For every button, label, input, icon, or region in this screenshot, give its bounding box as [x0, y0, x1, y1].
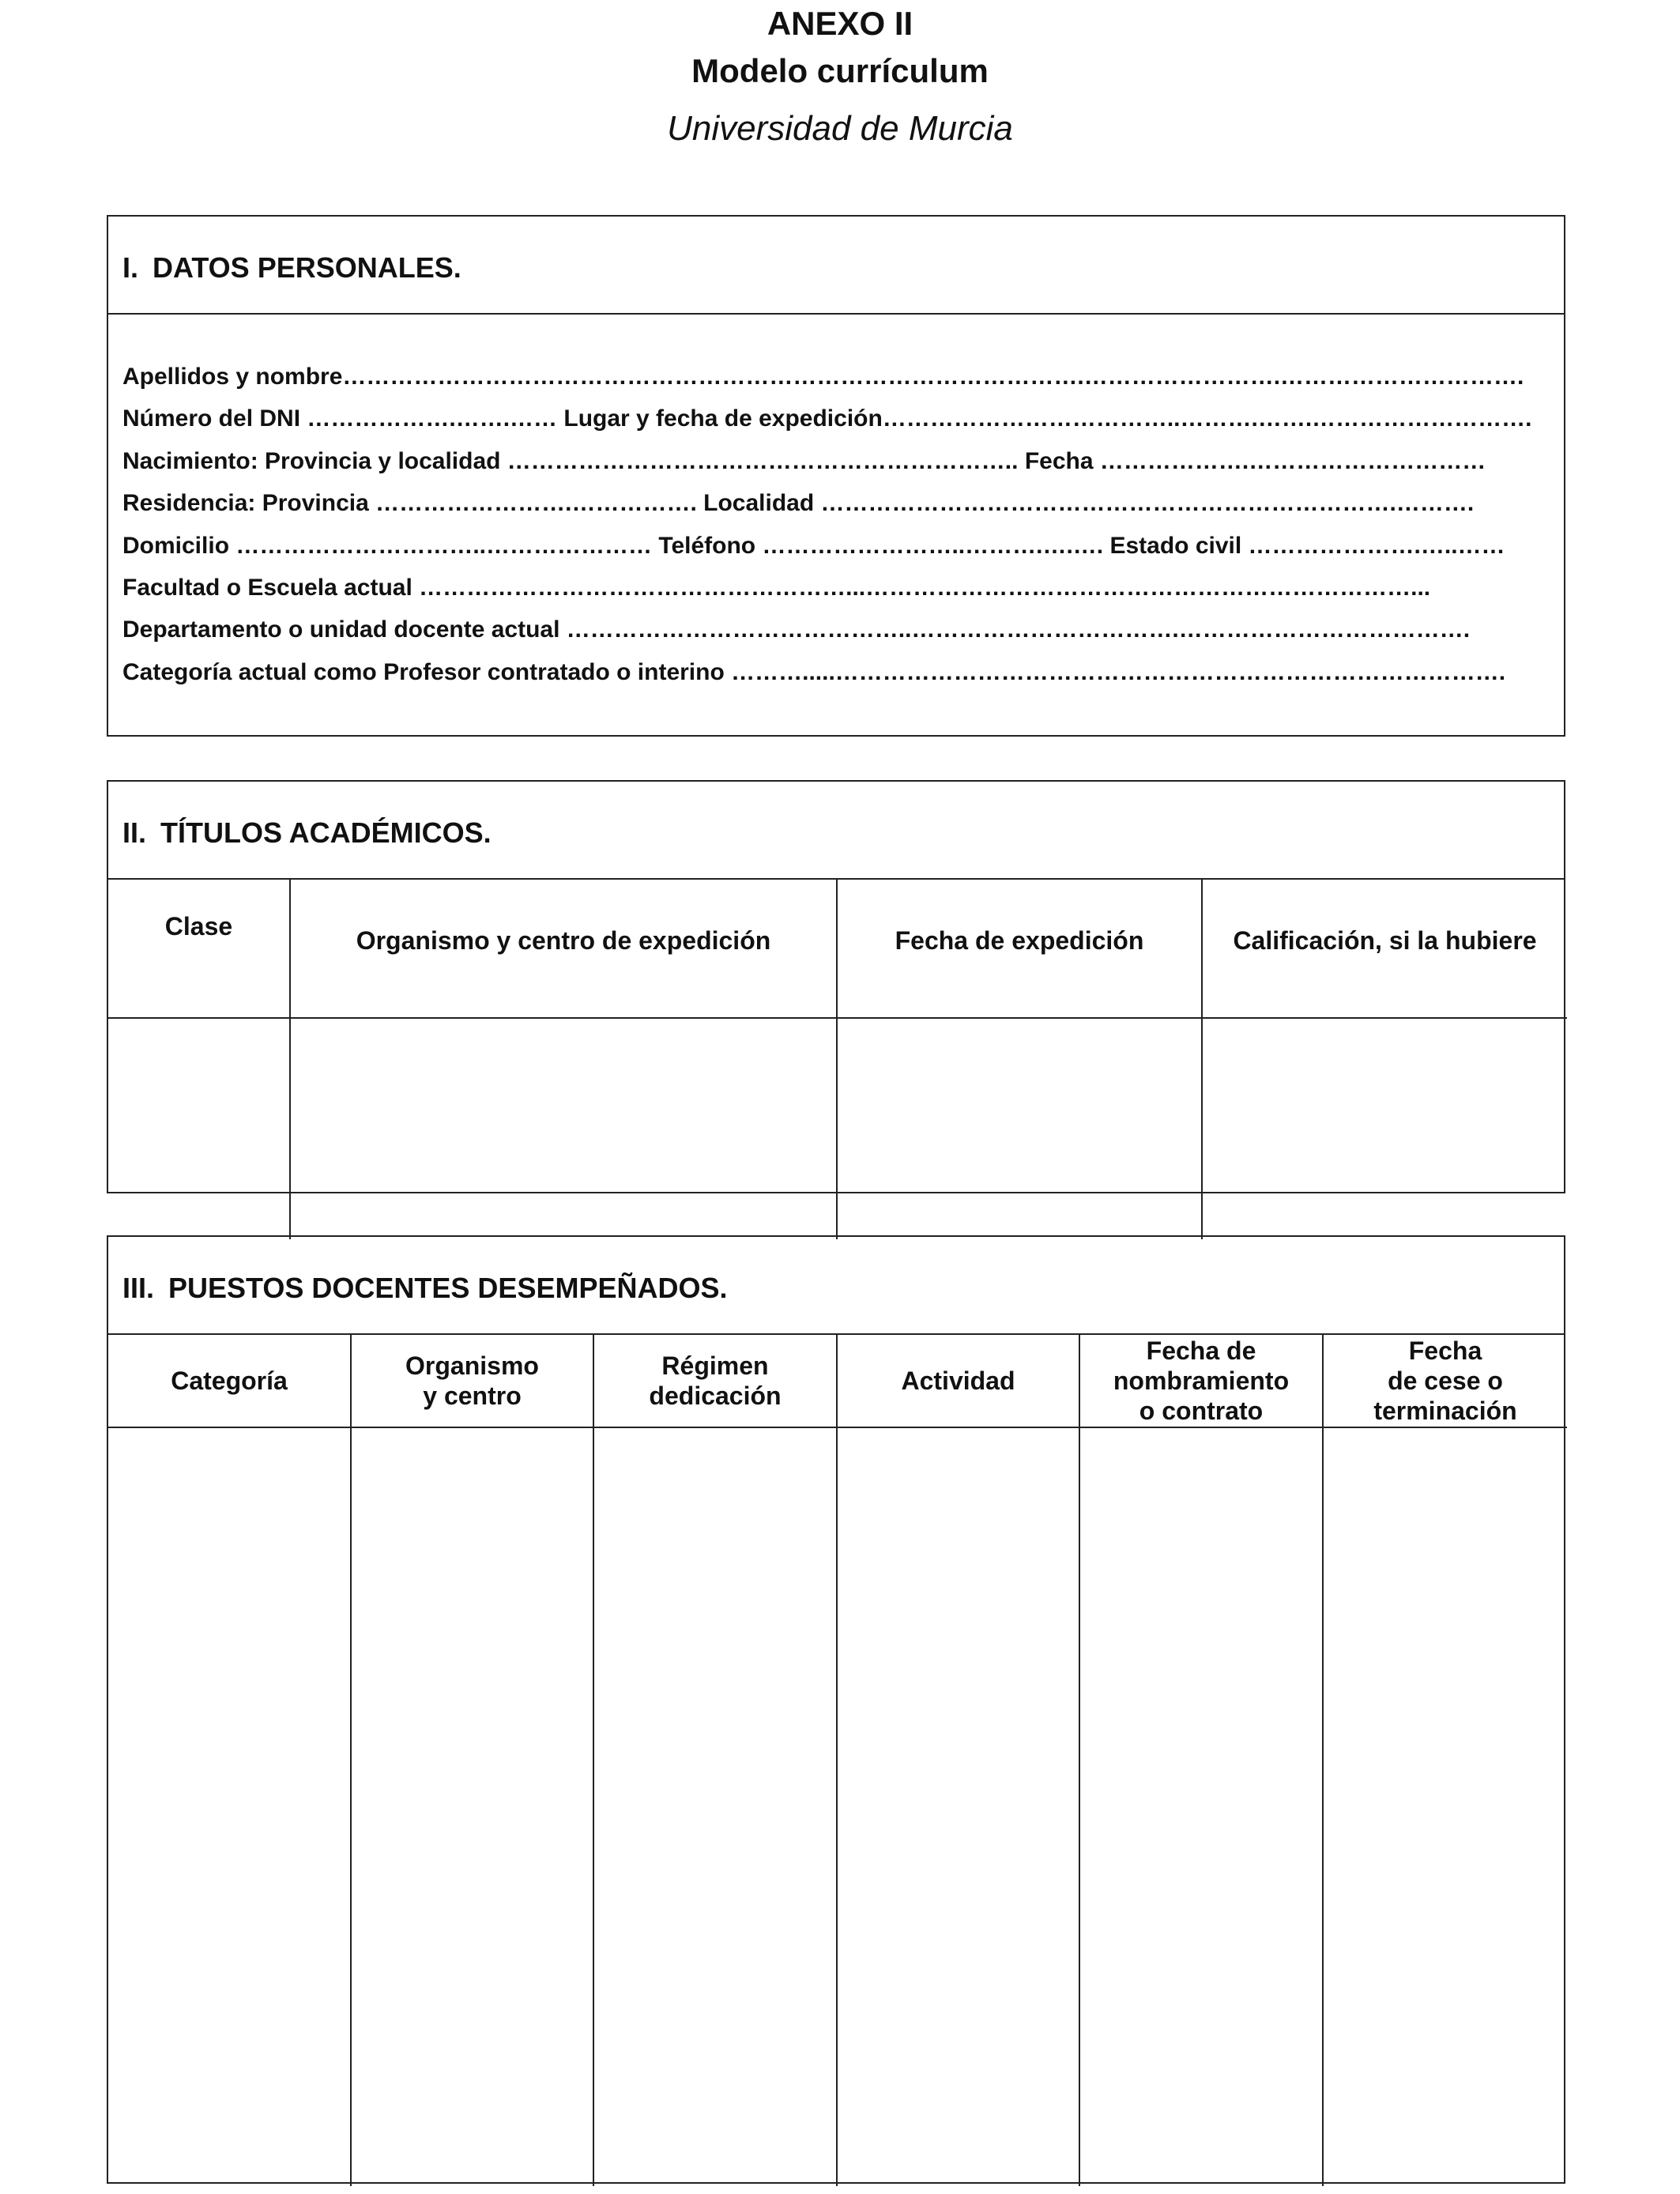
field-address-line[interactable]: Domicilio …………………………..………………… Teléfono ……………………..……….….…. Estado civil ………………….…..……	[122, 532, 1505, 559]
field-residence-line[interactable]: Residencia: Provincia …………………….……………. Localidad ……………………………………………………………….……….	[122, 490, 1475, 517]
personal-data-fields	[108, 315, 1564, 693]
column-header: Categoría	[108, 1335, 351, 1427]
section-heading: TÍTULOS ACADÉMICOS.	[160, 816, 492, 849]
column-header: Calificación, si la hubiere	[1202, 880, 1567, 1018]
column-header: Clase	[108, 880, 290, 1018]
table-cell[interactable]	[108, 1427, 351, 2186]
field-name-line[interactable]: Apellidos y nombre………………………………………………………………………………….…………………….………………………….	[122, 364, 1524, 390]
column-header: Fecha de expedición	[837, 880, 1202, 1018]
field-category-line[interactable]: Categoría actual como Profesor contratado o interino ……….....………………………………………………………………………….	[122, 658, 1506, 685]
table-cell[interactable]	[593, 1427, 837, 2186]
positions-table	[108, 1335, 1567, 2186]
column-header: Fecha de nombramiento o contrato	[1079, 1335, 1323, 1427]
section-number: III.	[122, 1272, 155, 1304]
table-row	[108, 1018, 1567, 1239]
column-header: Actividad	[837, 1335, 1079, 1427]
table-cell[interactable]	[837, 1018, 1202, 1239]
section-teaching-positions	[107, 1235, 1565, 2184]
section-title	[108, 217, 1564, 315]
column-header: Organismo y centro	[351, 1335, 593, 1427]
annex-title: ANEXO II	[767, 5, 913, 42]
table-row	[108, 1427, 1567, 2186]
table-cell[interactable]	[351, 1427, 593, 2186]
section-heading: PUESTOS DOCENTES DESEMPEÑADOS.	[168, 1272, 728, 1304]
table-cell[interactable]	[837, 1427, 1079, 2186]
section-title	[108, 1237, 1564, 1335]
column-header: Régimen dedicación	[593, 1335, 837, 1427]
section-number: II.	[122, 816, 147, 849]
field-birth-line[interactable]: Nacimiento: Provincia y localidad ……………………………………………………….. Fecha ……………….…………………………	[122, 447, 1486, 474]
section-heading: DATOS PERSONALES.	[153, 251, 461, 284]
table-cell[interactable]	[1323, 1427, 1567, 2186]
field-department-line[interactable]: Departamento o unidad docente actual ……………………………………..…………………………….……………………………….	[122, 616, 1471, 643]
table-cell[interactable]	[290, 1018, 837, 1239]
document-title: Modelo currículum	[691, 52, 989, 89]
section-title	[108, 782, 1564, 880]
table-cell[interactable]	[108, 1018, 290, 1239]
section-personal-data	[107, 215, 1565, 737]
field-faculty-line[interactable]: Facultad o Escuela actual ………………………………………………...……………………………………………………………...	[122, 574, 1431, 601]
section-number: I.	[122, 251, 139, 284]
table-cell[interactable]	[1202, 1018, 1567, 1239]
university-name: Universidad de Murcia	[667, 109, 1013, 148]
field-dni-line[interactable]: Número del DNI ……………….…….…… Lugar y fecha de expedición………………………………..……….…….……………………….	[122, 405, 1532, 432]
section-academic-degrees	[107, 780, 1565, 1193]
degrees-table	[108, 880, 1567, 1239]
column-header: Fecha de cese o terminación	[1323, 1335, 1567, 1427]
column-header: Organismo y centro de expedición	[290, 880, 837, 1018]
table-cell[interactable]	[1079, 1427, 1323, 2186]
